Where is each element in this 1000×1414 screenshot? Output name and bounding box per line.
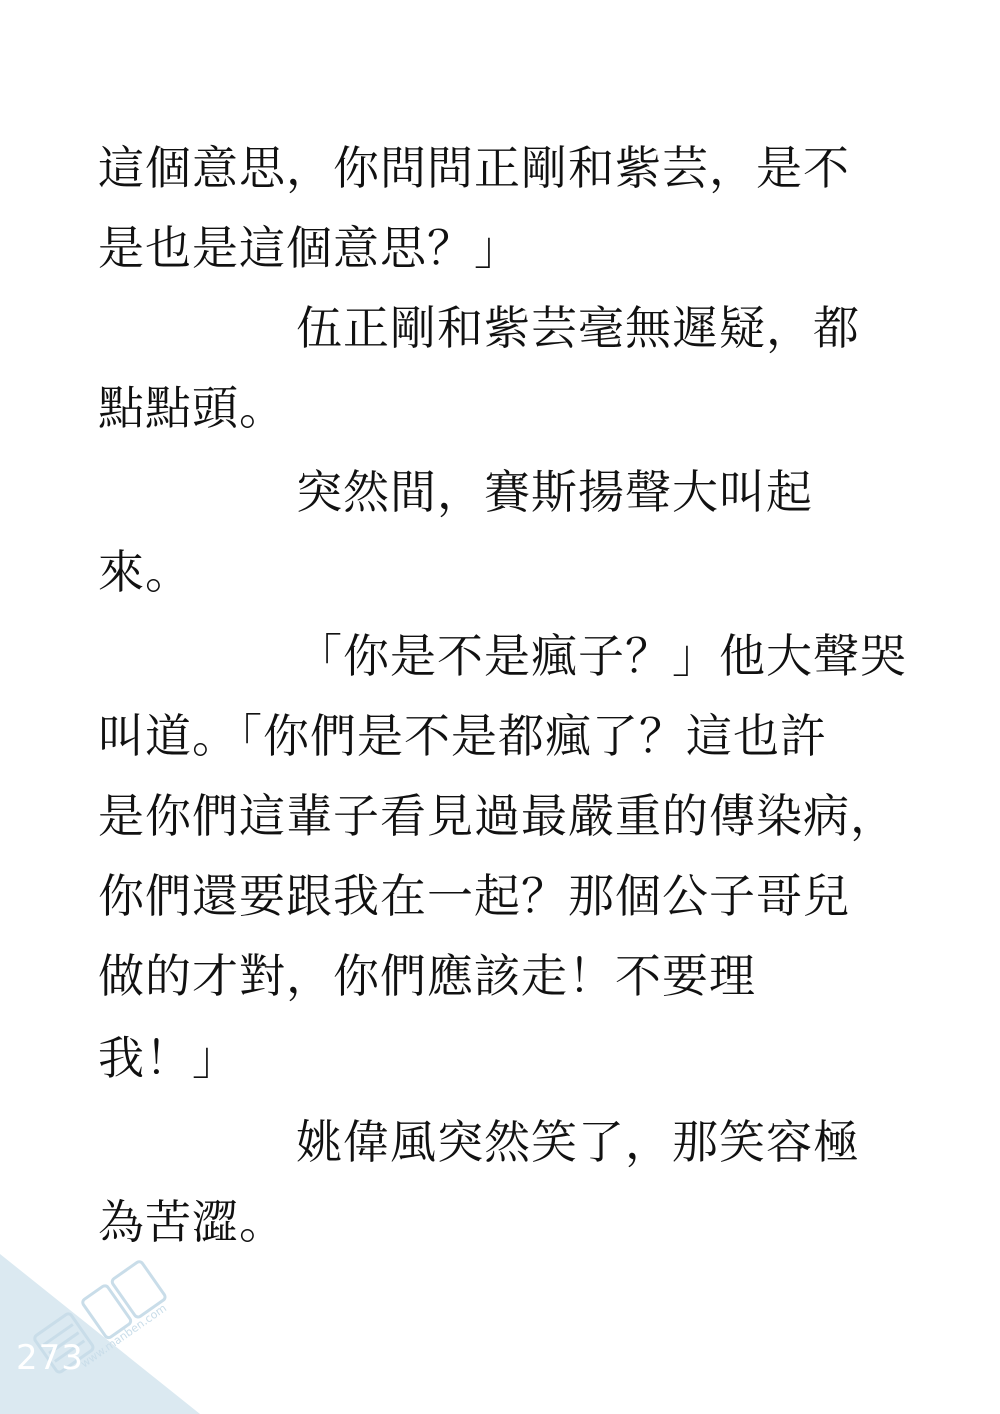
text-line: 姚偉風突然笑了，那笑容極 — [296, 1115, 860, 1169]
text-line: 點點頭。 — [98, 381, 286, 435]
text-line: 我！」 — [98, 1031, 239, 1085]
text-line: 「你是不是瘋子？」他大聲哭 — [296, 629, 907, 683]
text-line: 叫道。「你們是不是都瘋了？這也許 — [98, 709, 827, 763]
text-line: 是也是這個意思？」 — [98, 221, 521, 275]
text-line: 是你們這輩子看見過最嚴重的傳染病， — [98, 789, 897, 843]
text-line: 這個意思，你問問正剛和紫芸，是不 — [98, 141, 850, 195]
text-line: 為苦澀。 — [98, 1195, 286, 1249]
text-line: 突然間，賽斯揚聲大叫起 — [296, 465, 813, 519]
page-number: 273 — [16, 1338, 84, 1378]
watermark-url: www.manben.com — [78, 1301, 169, 1371]
text-line: 來。 — [98, 545, 192, 599]
text-line: 你們還要跟我在一起？那個公子哥兒 — [98, 869, 850, 923]
text-line: 伍正剛和紫芸毫無遲疑，都 — [296, 301, 860, 355]
text-line: 做的才對，你們應該走！不要理 — [98, 949, 756, 1003]
